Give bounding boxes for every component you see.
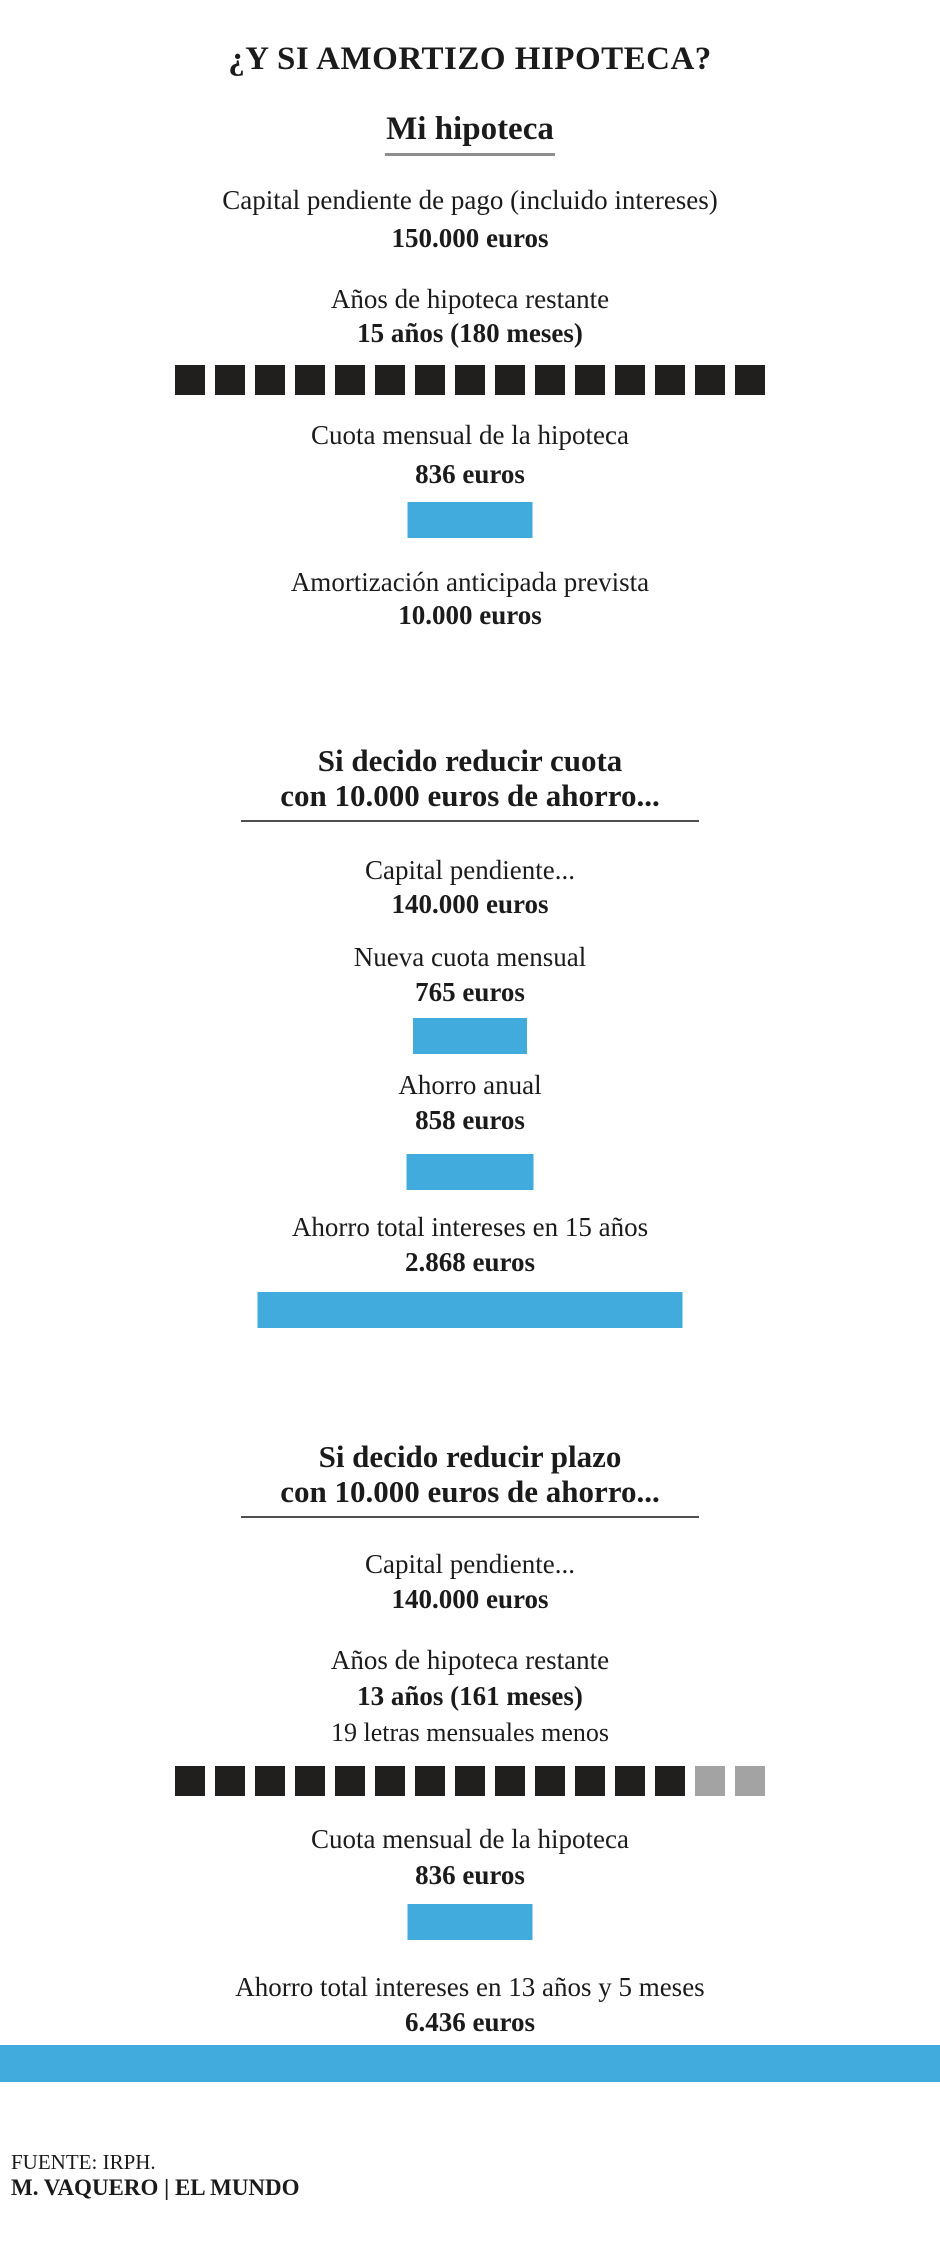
- year-square-black: [375, 365, 405, 395]
- year-square-black: [695, 365, 725, 395]
- section-cuota-heading-line2: con 10.000 euros de ahorro...: [280, 778, 660, 813]
- page-title: ¿Y SI AMORTIZO HIPOTECA?: [228, 41, 712, 77]
- year-square-black: [455, 1766, 485, 1796]
- section-mi-heading: Mi hipoteca: [386, 111, 554, 147]
- year-square-black: [175, 1766, 205, 1796]
- ahorro-total-13-value: 6.436 euros: [404, 2007, 535, 2037]
- plazo-heading-underline: [241, 1516, 699, 1518]
- mi-heading-underline: [385, 153, 555, 156]
- year-square-black: [455, 365, 485, 395]
- bar-cuota-765: [413, 1018, 527, 1054]
- years-squares-row-1: [0, 365, 940, 395]
- ahorro-anual-value: 858 euros: [415, 1105, 525, 1135]
- capital-pendiente-value: 150.000 euros: [391, 223, 549, 253]
- year-square-black: [255, 365, 285, 395]
- year-square-gray: [695, 1766, 725, 1796]
- section-cuota-heading-line1: Si decido reducir cuota: [317, 743, 623, 778]
- source-credit: FUENTE: IRPH.: [11, 2150, 156, 2174]
- section-plazo-heading-line1: Si decido reducir plazo: [318, 1439, 622, 1474]
- author-credit: M. VAQUERO | EL MUNDO: [11, 2175, 300, 2200]
- capital-pendiente-label-2: Capital pendiente...: [365, 855, 575, 885]
- anios-restante-value: 15 años (180 meses): [357, 318, 583, 348]
- capital-pendiente-label: Capital pendiente de pago (incluido intereses): [222, 185, 718, 215]
- anios-restante-label-2: Años de hipoteca restante: [330, 1645, 610, 1675]
- year-square-black: [375, 1766, 405, 1796]
- year-square-black: [495, 1766, 525, 1796]
- cuota-mensual-value-2: 836 euros: [415, 1860, 525, 1890]
- bar-cuota-836-2: [408, 1904, 533, 1940]
- amortizacion-value: 10.000 euros: [398, 600, 542, 630]
- capital-pendiente-label-3: Capital pendiente...: [365, 1549, 575, 1579]
- bar-ahorro-2868: [258, 1292, 683, 1328]
- year-square-black: [535, 365, 565, 395]
- nueva-cuota-value: 765 euros: [415, 977, 525, 1007]
- year-square-black: [615, 1766, 645, 1796]
- year-square-black: [655, 365, 685, 395]
- cuota-mensual-value-1: 836 euros: [415, 459, 525, 489]
- bar-ahorro-858: [407, 1154, 534, 1190]
- capital-pendiente-value-2: 140.000 euros: [391, 889, 549, 919]
- year-square-black: [415, 1766, 445, 1796]
- year-square-black: [255, 1766, 285, 1796]
- year-square-black: [415, 365, 445, 395]
- cuota-mensual-label-2: Cuota mensual de la hipoteca: [311, 1824, 629, 1854]
- year-square-black: [495, 365, 525, 395]
- year-square-black: [295, 365, 325, 395]
- section-plazo-heading-line2: con 10.000 euros de ahorro...: [280, 1474, 660, 1509]
- year-square-black: [575, 1766, 605, 1796]
- ahorro-total-15-value: 2.868 euros: [404, 1247, 535, 1277]
- bar-cuota-836-1: [408, 502, 533, 538]
- year-square-black: [335, 365, 365, 395]
- year-square-black: [655, 1766, 685, 1796]
- year-square-black: [615, 365, 645, 395]
- year-square-black: [215, 365, 245, 395]
- year-square-black: [735, 365, 765, 395]
- bar-ahorro-6436: [0, 2045, 940, 2082]
- capital-pendiente-value-3: 140.000 euros: [391, 1584, 549, 1614]
- amortizacion-label: Amortización anticipada prevista: [290, 567, 650, 597]
- nueva-cuota-label: Nueva cuota mensual: [353, 942, 587, 972]
- year-square-black: [295, 1766, 325, 1796]
- year-square-black: [175, 365, 205, 395]
- ahorro-anual-label: Ahorro anual: [398, 1070, 542, 1100]
- letras-menos-note: 19 letras mensuales menos: [331, 1718, 609, 1747]
- year-square-black: [575, 365, 605, 395]
- year-square-black: [215, 1766, 245, 1796]
- years-squares-row-2: [0, 1766, 940, 1796]
- ahorro-total-13-label: Ahorro total intereses en 13 años y 5 meses: [235, 1972, 705, 2002]
- anios-restante-value-2: 13 años (161 meses): [357, 1681, 583, 1711]
- ahorro-total-15-label: Ahorro total intereses en 15 años: [291, 1212, 649, 1242]
- anios-restante-label: Años de hipoteca restante: [330, 284, 610, 314]
- cuota-heading-underline: [241, 820, 699, 822]
- cuota-mensual-label-1: Cuota mensual de la hipoteca: [311, 420, 629, 450]
- year-square-gray: [735, 1766, 765, 1796]
- year-square-black: [335, 1766, 365, 1796]
- year-square-black: [535, 1766, 565, 1796]
